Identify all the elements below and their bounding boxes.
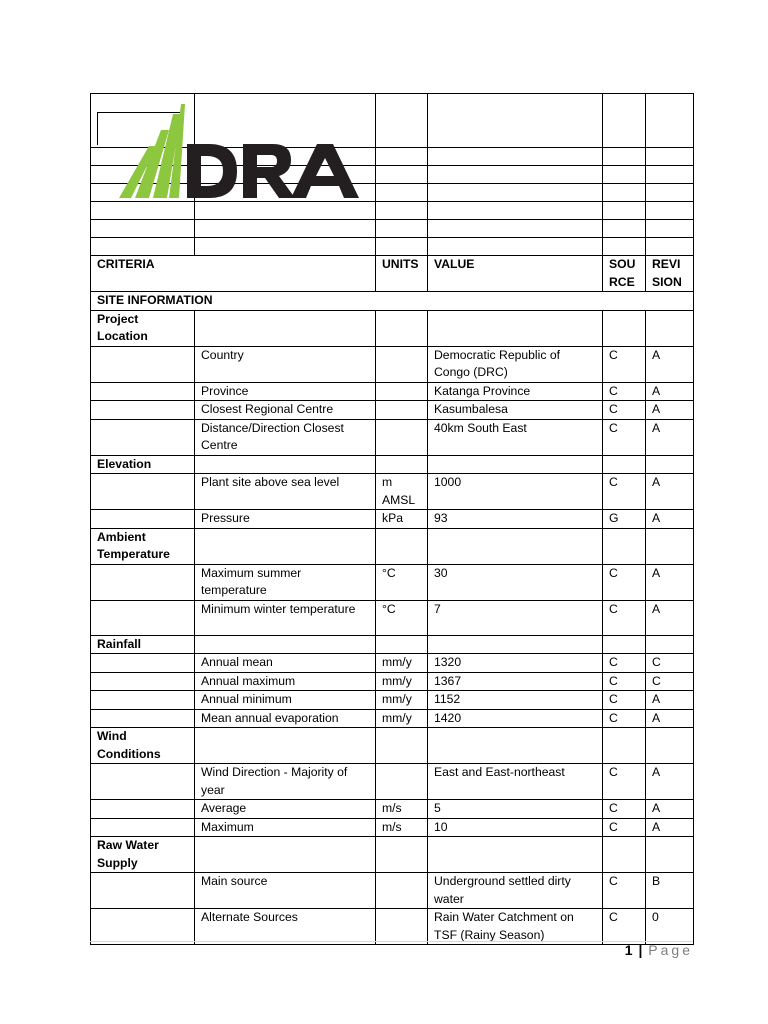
header-units: UNITS [376,256,428,292]
criteria-cell: Mean annual evaporation [195,709,376,728]
table-row [91,654,694,673]
units-cell: mm/y [376,709,428,728]
units-cell: mm/y [376,691,428,710]
value-cell: 30 [428,564,603,600]
table-row [91,401,694,420]
section-elevation: Elevation [91,455,195,474]
revision-cell: C [646,672,694,691]
revision-cell: A [646,764,694,800]
page-word: Page [648,942,693,958]
units-cell: m AMSL [376,474,428,510]
units-cell: m/s [376,800,428,819]
footer-rule [90,941,693,942]
revision-cell: A [646,474,694,510]
value-cell: 5 [428,800,603,819]
criteria-cell: Country [195,346,376,382]
value-cell: Underground settled dirty water [428,873,603,909]
section-row [91,635,694,654]
value-cell: Democratic Republic of Congo (DRC) [428,346,603,382]
units-cell [376,419,428,455]
revision-cell: A [646,382,694,401]
revision-cell: A [646,691,694,710]
source-cell: C [603,654,646,673]
source-cell: C [603,691,646,710]
section-row [91,292,694,311]
revision-cell: B [646,873,694,909]
source-cell: C [603,800,646,819]
criteria-cell: Average [195,800,376,819]
source-cell: C [603,564,646,600]
revision-cell: A [646,800,694,819]
section-raw-water-supply: Raw Water Supply [91,837,195,873]
table-row [91,672,694,691]
header-value: VALUE [428,256,603,292]
section-row [91,455,694,474]
value-cell: 1152 [428,691,603,710]
section-row [91,528,694,564]
units-cell: mm/y [376,654,428,673]
section-ambient-temperature: Ambient Temperature [91,528,195,564]
criteria-cell: Main source [195,873,376,909]
value-cell: 40km South East [428,419,603,455]
source-cell: C [603,600,646,635]
source-cell: G [603,510,646,529]
source-cell: C [603,764,646,800]
header-criteria: CRITERIA [91,256,376,292]
revision-cell: A [646,419,694,455]
section-rainfall: Rainfall [91,635,195,654]
value-cell: Rain Water Catchment on TSF (Rainy Season) [428,909,603,945]
section-row [91,837,694,873]
value-cell: Katanga Province [428,382,603,401]
criteria-cell: Maximum summer temperature [195,564,376,600]
value-cell: 1000 [428,474,603,510]
criteria-cell: Closest Regional Centre [195,401,376,420]
section-row [91,310,694,346]
table-row [91,419,694,455]
value-cell: Kasumbalesa [428,401,603,420]
criteria-cell: Province [195,382,376,401]
source-cell: C [603,346,646,382]
page-number [625,942,693,958]
value-cell: 1420 [428,709,603,728]
units-cell [376,401,428,420]
revision-cell: A [646,709,694,728]
source-cell: C [603,818,646,837]
site-information-table [90,93,694,945]
table-row [91,474,694,510]
section-site-information: SITE INFORMATION [91,292,694,311]
units-cell [376,873,428,909]
svg-text:DRA: DRA [97,96,100,97]
units-cell [376,382,428,401]
units-cell [376,346,428,382]
revision-cell: A [646,510,694,529]
source-cell: C [603,382,646,401]
criteria-cell: Annual maximum [195,672,376,691]
units-cell: °C [376,564,428,600]
criteria-cell: Alternate Sources [195,909,376,945]
criteria-cell: Pressure [195,510,376,529]
source-cell: C [603,474,646,510]
value-cell: 10 [428,818,603,837]
value-cell: 7 [428,600,603,635]
table-row [91,510,694,529]
revision-cell: A [646,346,694,382]
value-cell: East and East-northeast [428,764,603,800]
table-row [91,818,694,837]
blank-row [91,238,694,256]
criteria-cell: Maximum [195,818,376,837]
units-cell: mm/y [376,672,428,691]
units-cell: kPa [376,510,428,529]
criteria-cell: Annual mean [195,654,376,673]
table-row [91,564,694,600]
header-revision: REVI SION [646,256,694,292]
criteria-cell: Plant site above sea level [195,474,376,510]
revision-cell: A [646,818,694,837]
column-header-row [91,256,694,292]
units-cell [376,764,428,800]
source-cell: C [603,401,646,420]
units-cell [376,909,428,945]
table-row [91,909,694,945]
value-cell: 1320 [428,654,603,673]
revision-cell: A [646,401,694,420]
dra-logo [97,96,367,196]
logo-frame-line [97,112,180,145]
logo-lettering [187,144,359,198]
criteria-cell: Minimum winter temperature [195,600,376,635]
units-cell: °C [376,600,428,635]
section-wind-conditions: Wind Conditions [91,728,195,764]
value-cell: 93 [428,510,603,529]
revision-cell: C [646,654,694,673]
header-source: SOU RCE [603,256,646,292]
table-row [91,346,694,382]
revision-cell: 0 [646,909,694,945]
source-cell: C [603,419,646,455]
revision-cell: A [646,600,694,635]
criteria-cell: Annual minimum [195,691,376,710]
section-project-location: Project Location [91,310,195,346]
table-row [91,800,694,819]
section-row [91,728,694,764]
criteria-cell: Distance/Direction Closest Centre [195,419,376,455]
table-row [91,691,694,710]
source-cell: C [603,709,646,728]
source-cell: C [603,672,646,691]
value-cell: 1367 [428,672,603,691]
source-cell: C [603,909,646,945]
table-row [91,382,694,401]
table-row [91,873,694,909]
table-row [91,600,694,635]
revision-cell: A [646,564,694,600]
units-cell: m/s [376,818,428,837]
page-separator: | [638,942,644,958]
page-number-value: 1 [624,942,634,958]
blank-row [91,220,694,238]
table-row [91,709,694,728]
table-row [91,764,694,800]
source-cell: C [603,873,646,909]
criteria-cell: Wind Direction - Majority of year [195,764,376,800]
